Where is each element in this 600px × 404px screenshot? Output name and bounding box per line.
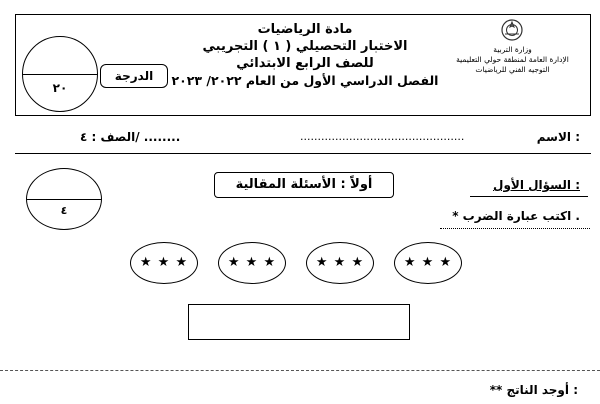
answer-box[interactable] [188,304,410,340]
star-group-2: ★ ★ ★ [218,242,286,284]
question-score: ٤ [60,204,68,217]
question-1-underline [470,196,588,197]
name-field[interactable]: ............................................... [300,130,465,143]
class-field[interactable]: الصف : ٤/ ........ [80,130,181,144]
subject-title: مادة الرياضيات [257,22,353,37]
section-title: أولاً : الأسئلة المقالية [214,172,394,198]
ministry-emblem-icon [500,18,524,42]
grade-title: للصف الرابع الابتدائي [236,56,374,71]
question-1-instruction: * اكتب عبارة الضرب . [452,209,580,223]
section-divider [0,370,600,371]
exam-title: الاختبار التحصيلي ( ١ ) التجريبي [202,39,408,54]
ministry-line-2: الإدارة العامة لمنطقة حولي التعليمية [456,55,569,64]
question-score-circle [26,168,102,230]
star-group-1: ★ ★ ★ [130,242,198,284]
name-label: الاسم : [536,130,580,144]
star-group-3: ★ ★ ★ [306,242,374,284]
ministry-line-3: التوجيه الفني للرياضيات [475,65,550,74]
header-bottom-line [15,153,591,154]
score-divider [23,74,97,75]
score-label: الدرجة [100,64,168,88]
total-score-circle [22,36,98,112]
question-1-label: السؤال الأول : [493,178,580,192]
ministry-line-1: وزارة التربية [493,45,532,54]
star-group-4: ★ ★ ★ [394,242,462,284]
instruction-underline [440,228,590,229]
term-title: الفصل الدراسي الأول من العام ٢٠٢٢/ ٢٠٢٣ [171,73,439,88]
total-score: ٢٠ [52,81,68,95]
question-score-divider [27,199,101,200]
section-2-instruction: ** أوجد الناتج : [489,383,578,397]
